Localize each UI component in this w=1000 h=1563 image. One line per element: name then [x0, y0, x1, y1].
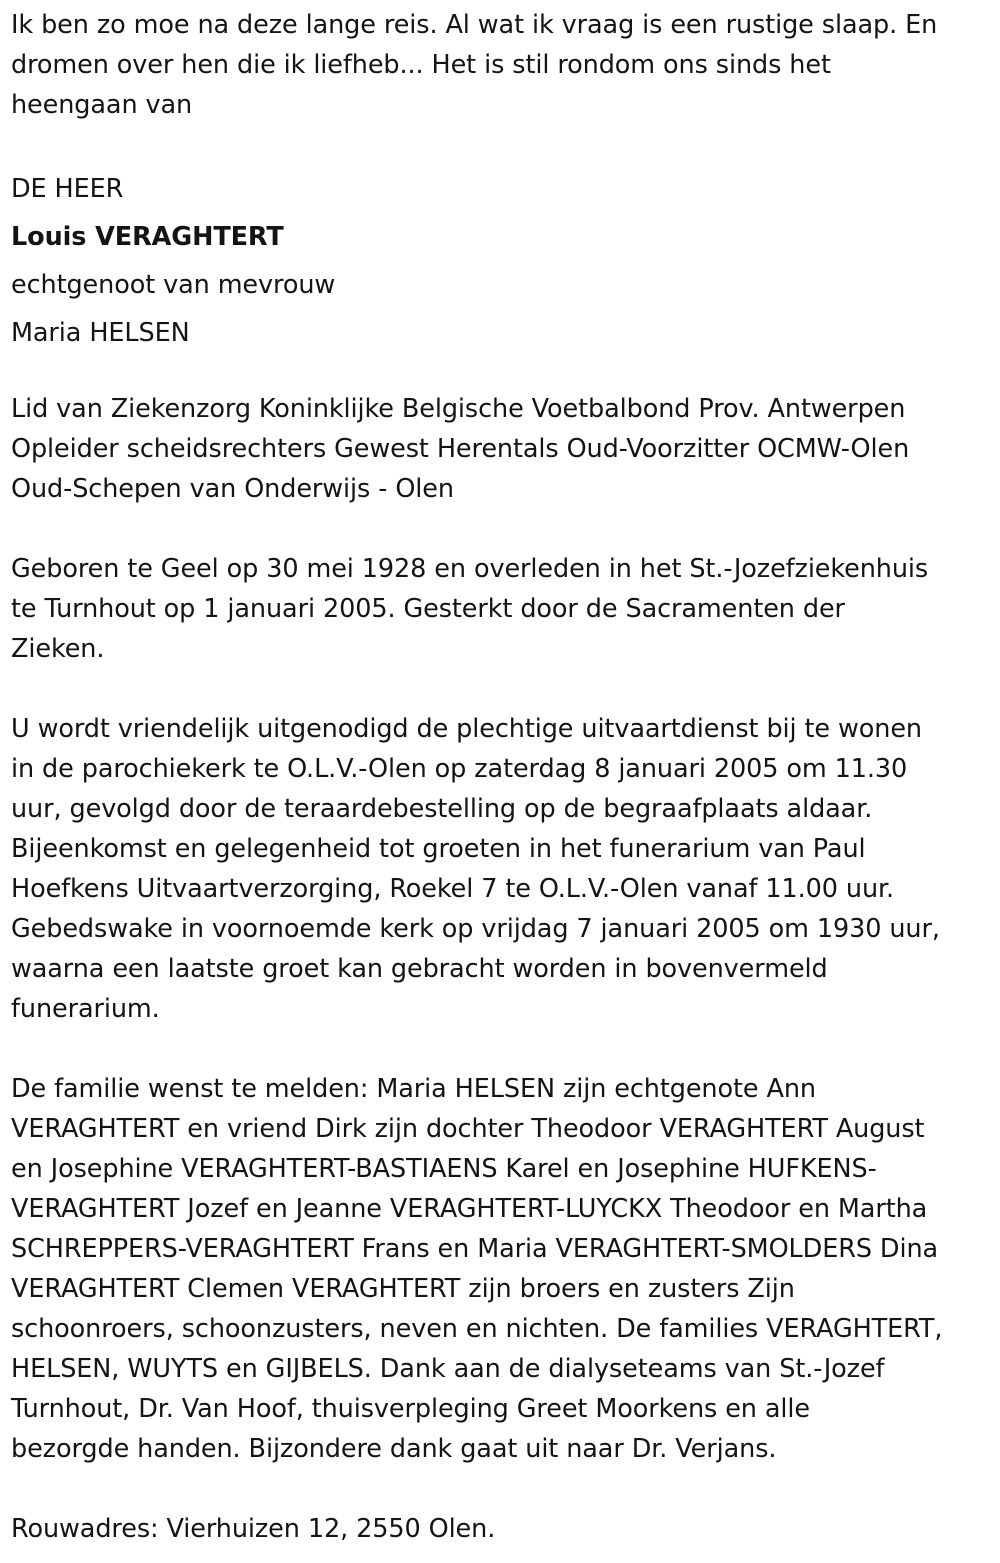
- spacer: [11, 357, 986, 389]
- family-paragraph: De familie wenst te melden: Maria HELSEN zijn echtgenote Ann VERAGHTERT en vriend Dirk zijn dochter Theodoor VERAGHTERT August en Josephine VERAGHTERT-BASTIAENS Karel en Josephine HUFKENS- VERAGHTERT Jozef en Jeanne VERAGHTERT-LUYCKX Theodoor en Martha SCHREPPERS-VERAGHTERT Frans en Maria VERAGHTERT-SMOLDERS Dina VERAGHTERT Clemen VERAGHTERT zijn broers en zusters Zijn schoonroers, schoonzusters, neven en nichten. De families VERAGHTERT, HELSEN, WUYTS en GIJBELS. Dank aan de dialyseteams van St.-Jozef Turnhout, Dr. Van Hoof, thuisverpleging Greet Moorkens en alle bezorgde handen. Bijzondere dank gaat uit naar Dr. Verjans.: [11, 1074, 943, 1464]
- title-line: DE HEER: [11, 174, 124, 204]
- intro-paragraph: Ik ben zo moe na deze lange reis. Al wat ik vraag is een rustige slaap. En dromen over hen die ik liefheb... Het is stil rondom ons sinds het heengaan van: [11, 10, 938, 120]
- obituary-document: [11, 0, 986, 1549]
- spacer: [11, 1469, 986, 1509]
- spacer: [11, 509, 986, 549]
- spouse-line: echtgenoot van mevrouw: [11, 270, 336, 300]
- spacer: [11, 125, 986, 165]
- memberships-paragraph: Lid van Ziekenzorg Koninklijke Belgische Voetbalbond Prov. Antwerpen Opleider scheidsrechters Gewest Herentals Oud-Voorzitter OCMW-Olen Oud-Schepen van Onderwijs - Olen: [11, 394, 910, 504]
- deceased-name: Louis VERAGHTERT: [11, 222, 284, 252]
- spacer: [11, 1029, 986, 1069]
- spouse-name: Maria HELSEN: [11, 318, 190, 348]
- spacer: [11, 669, 986, 709]
- invitation-paragraph: U wordt vriendelijk uitgenodigd de plechtige uitvaartdienst bij te wonen in de parochiekerk te O.L.V.-Olen op zaterdag 8 januari 2005 om 11.30 uur, gevolgd door de teraardebestelling op de begraafplaats aldaar. Bijeenkomst en gelegenheid tot groeten in het funerarium van Paul Hoefkens Uitvaartverzorging, Roekel 7 te O.L.V.-Olen vanaf 11.00 uur. Gebedswake in voornoemde kerk op vrijdag 7 januari 2005 om 1930 uur, waarna een laatste groet kan gebracht worden in bovenvermeld funerarium.: [11, 714, 940, 1024]
- address-line: Rouwadres: Vierhuizen 12, 2550 Olen.: [11, 1514, 496, 1544]
- birth-death-paragraph: Geboren te Geel op 30 mei 1928 en overleden in het St.-Jozefziekenhuis te Turnhout op 1 januari 2005. Gesterkt door de Sacramenten der Zieken.: [11, 554, 929, 664]
